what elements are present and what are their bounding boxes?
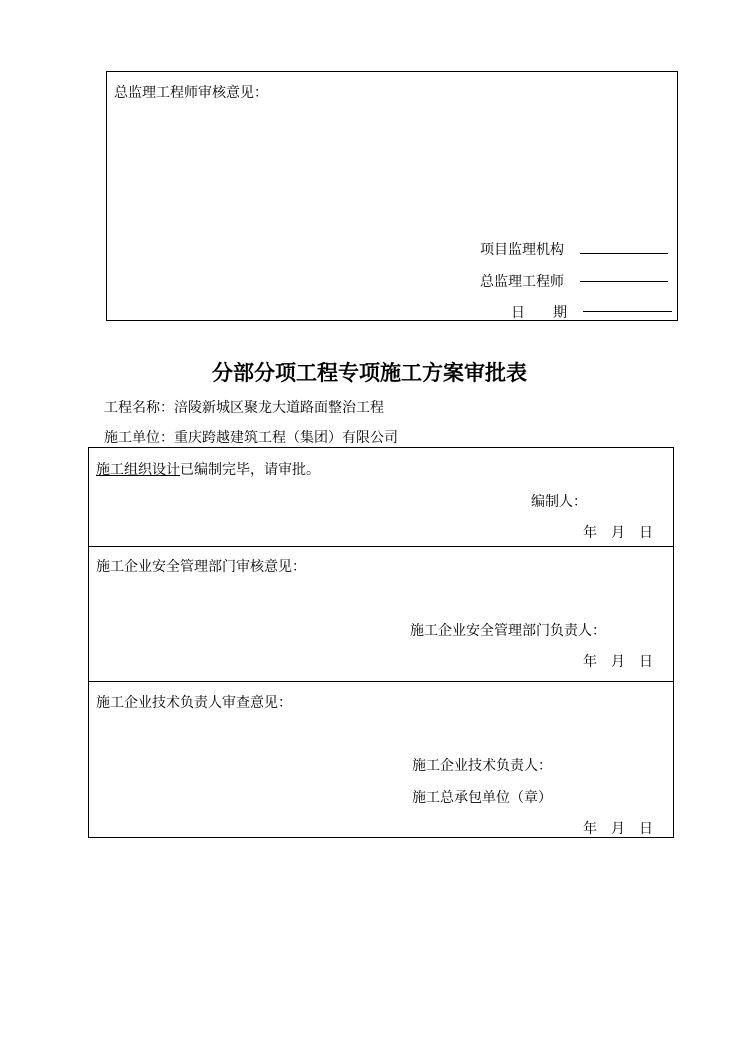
supervision-org-signature-line (580, 253, 668, 254)
page-title: 分部分项工程专项施工方案审批表 (212, 361, 527, 385)
technical-lead-opinion-label: 施工企业技术负责人审查意见： (96, 695, 292, 711)
construction-unit: 施工单位：重庆跨越建筑工程（集团）有限公司 (104, 430, 398, 446)
technical-lead-label: 施工企业技术负责人： (412, 758, 552, 774)
section-divider (89, 546, 673, 547)
date-label: 日 期 (511, 305, 567, 321)
chief-engineer-label: 总监理工程师 (480, 274, 564, 290)
supervision-org-label: 项目监理机构 (480, 242, 564, 258)
section1-date: 年 月 日 (583, 525, 653, 541)
project-name: 工程名称：涪陵新城区聚龙大道路面整治工程 (104, 400, 384, 416)
safety-dept-responsible-label: 施工企业安全管理部门负责人： (410, 623, 606, 639)
statement-rest: 已编制完毕，请审批。 (180, 462, 320, 478)
section-divider (89, 681, 673, 682)
date-signature-line (583, 311, 672, 312)
chief-supervisor-opinion-label: 总监理工程师审核意见： (114, 85, 268, 101)
section3-date: 年 月 日 (583, 821, 653, 837)
compilation-statement (96, 459, 320, 479)
construction-design-text: 施工组织设计 (96, 462, 180, 478)
compiler-label: 编制人： (531, 494, 587, 510)
chief-engineer-signature-line (580, 281, 668, 282)
section2-date: 年 月 日 (583, 654, 653, 670)
chief-supervisor-review-box (106, 71, 678, 321)
general-contractor-label: 施工总承包单位（章） (412, 790, 552, 806)
safety-dept-opinion-label: 施工企业安全管理部门审核意见： (96, 559, 306, 575)
